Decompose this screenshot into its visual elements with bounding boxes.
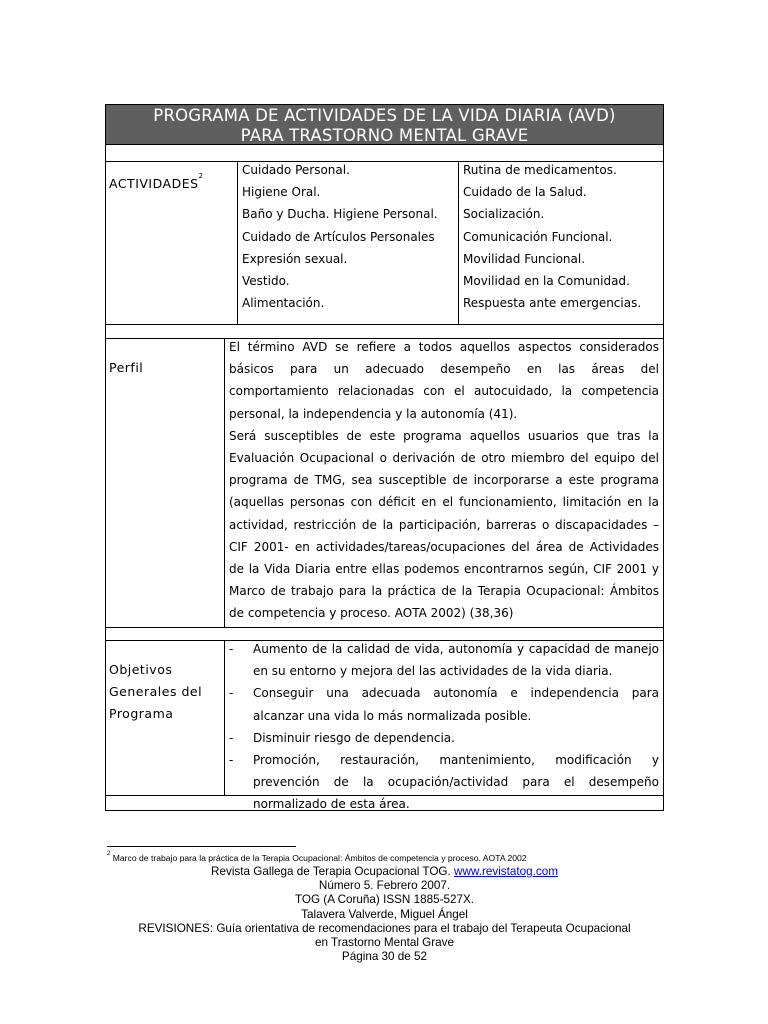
bullet-dash: - <box>229 686 234 701</box>
objetivo-text: Promoción, restauración, mantenimiento, modificación y prevención de la ocupación/actividad para el desempeño normalizado de esta área. <box>253 753 659 812</box>
objetivos-label <box>109 659 202 726</box>
list-item: Vestido. <box>242 274 290 289</box>
footer-issn: TOG (A Coruña) ISSN 1885-527X. <box>294 893 475 907</box>
footnote-number: 2 <box>107 851 111 857</box>
list-item: Socialización. <box>463 207 545 222</box>
list-item: Baño y Ducha. Higiene Personal. <box>242 207 438 222</box>
objetivo-text: Aumento de la calidad de vida, autonomía y capacidad de manejo en su entorno y mejora del las actividades de la vida diaria. <box>253 642 659 679</box>
list-item: Movilidad en la Comunidad. <box>463 274 630 289</box>
table-rule <box>224 640 225 795</box>
title-line-1: PROGRAMA DE ACTIVIDADES DE LA VIDA DIARIA (AVD) <box>153 106 616 125</box>
title-line-2: PARA TRASTORNO MENTAL GRAVE <box>240 126 529 145</box>
perfil-paragraph-2: Será susceptibles de este programa aquellos usuarios que tras la Evaluación Ocupacional o derivación de otro miembro del equipo del programa de TMG, sea susceptible de incorporarse a este programa (aquellas personas con déficit en el funcionamiento, limitación en la actividad, restricción de la participación, barreras o discapacidades –CIF 2001- en actividades/tareas/ocupaciones del área de Actividades de la Vida Diaria entre ellas podemos encontrarnos según, CIF 2001 y Marco de trabajo para la práctica de la Terapia Ocupacional: Ámbitos de competencia y proceso. AOTA 2002) (38,36) <box>229 428 659 621</box>
objetivos-label-line: Generales del <box>109 684 203 700</box>
footnote-ref: 2 <box>198 172 204 180</box>
perfil-text <box>229 336 659 625</box>
list-item: Cuidado Personal. <box>242 163 350 177</box>
objetivo-text: Conseguir una adecuada autonomía e independencia para alcanzar una vida lo más normalizada posible. <box>253 686 659 723</box>
list-item: Movilidad Funcional. <box>463 251 586 266</box>
bullet-dash: - <box>229 730 234 745</box>
table-border-left <box>105 104 106 811</box>
table-rule <box>237 161 238 324</box>
list-item <box>226 727 659 749</box>
footnote-text: Marco de trabajo para la práctica de la Terapia Ocupacional: Ámbitos de competencia y proceso. AOTA 2002 <box>110 853 527 863</box>
objetivos-list <box>226 638 659 816</box>
footnote-separator <box>107 846 296 847</box>
list-item: Cuidado de Artículos Personales <box>242 229 435 244</box>
list-item: Higiene Oral. <box>242 185 321 200</box>
list-item: Comunicación Funcional. <box>463 229 613 244</box>
page-footer <box>105 865 664 964</box>
actividades-label-text: ACTIVIDADES <box>109 176 199 191</box>
table-rule <box>105 324 664 325</box>
table-rule <box>105 627 664 628</box>
footer-revisiones: REVISIONES: Guía orientativa de recomendaciones para el trabajo del Terapeuta Ocupacional <box>138 921 631 935</box>
list-item: Cuidado de la Salud. <box>463 185 587 200</box>
footer-journal-text: Revista Gallega de Terapia Ocupacional TOG. <box>211 865 455 878</box>
footer-issue: Número 5. Febrero 2007. <box>318 879 451 893</box>
objetivo-text: Disminuir riesgo de dependencia. <box>253 730 455 745</box>
table-rule <box>224 338 225 627</box>
list-item: Alimentación. <box>242 296 325 311</box>
objetivos-label-line: Programa <box>109 706 174 722</box>
list-item <box>226 638 659 682</box>
list-item: Expresión sexual. <box>242 251 348 266</box>
bullet-dash: - <box>229 642 234 656</box>
table-rule <box>458 161 459 324</box>
footnote <box>107 852 527 864</box>
actividades-column-1 <box>242 159 455 314</box>
list-item: Respuesta ante emergencias. <box>463 296 642 311</box>
perfil-paragraph-1: El término AVD se refiere a todos aquellos aspectos considerados básicos para un adecuado desempeño en las áreas del comportamiento relacionadas con el autocuidado, la competencia personal, la independencia y la autonomía (41). <box>229 340 659 421</box>
table-border-right <box>663 104 664 811</box>
list-item <box>226 682 659 726</box>
actividades-column-2 <box>463 159 661 314</box>
list-item: Rutina de medicamentos. <box>463 163 617 177</box>
journal-link[interactable]: www.revistatog.com <box>454 865 558 878</box>
program-title <box>105 104 664 145</box>
footer-author: Talavera Valverde, Miguel Ángel <box>301 907 468 921</box>
page-number: Página 30 de 52 <box>341 950 428 964</box>
bullet-dash: - <box>229 753 234 768</box>
actividades-label <box>109 173 204 195</box>
objetivos-label-line: Objetivos <box>109 662 173 677</box>
list-item <box>226 749 659 816</box>
footer-revisiones: en Trastorno Mental Grave <box>314 936 455 950</box>
table-rule <box>105 144 664 145</box>
perfil-label: Perfil <box>109 360 144 375</box>
footer-journal <box>105 865 664 879</box>
